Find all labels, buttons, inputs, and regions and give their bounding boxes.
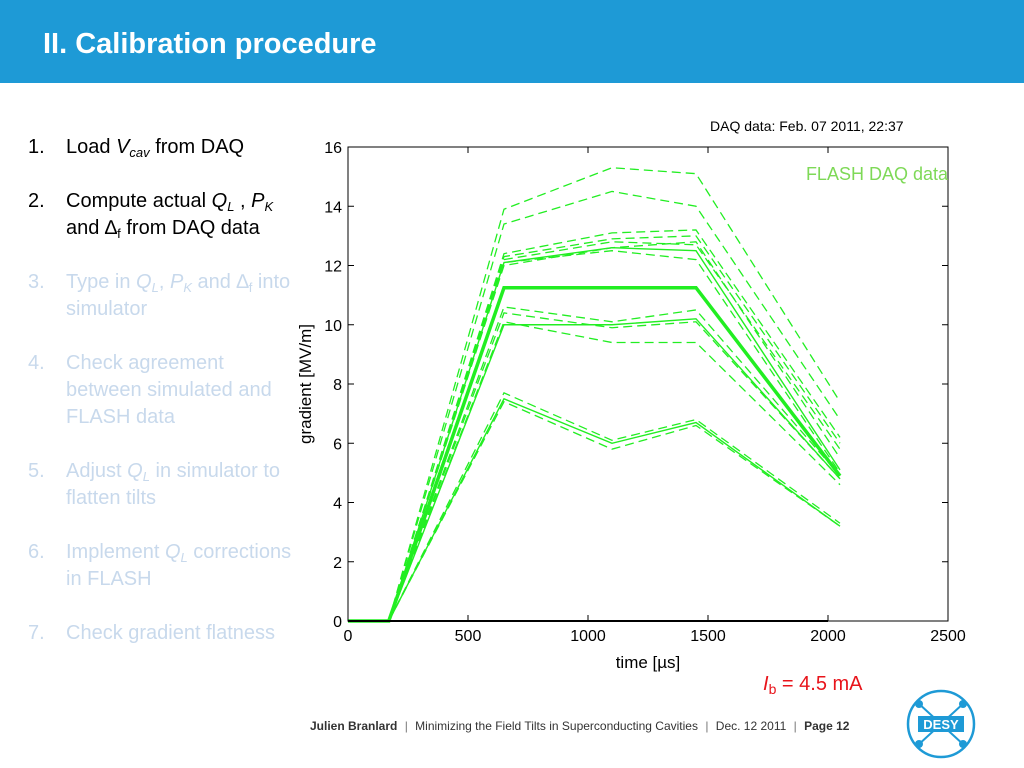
step-text: P bbox=[169, 271, 184, 293]
step-text: , bbox=[158, 271, 170, 293]
step-text: f bbox=[248, 280, 253, 295]
footer-separator: | bbox=[793, 719, 797, 733]
step-item bbox=[28, 458, 298, 512]
x-tick-label: 1500 bbox=[690, 628, 726, 645]
step-text: cav bbox=[129, 145, 150, 160]
step-text: from DAQ bbox=[149, 136, 245, 158]
step-text: Type in bbox=[66, 271, 137, 293]
step-item bbox=[28, 269, 298, 323]
step-text: Compute actual bbox=[66, 190, 212, 212]
y-tick-label: 12 bbox=[324, 258, 342, 276]
step-text: from DAQ data bbox=[120, 217, 260, 239]
y-tick-label: 2 bbox=[333, 554, 342, 572]
y-tick-label: 10 bbox=[324, 317, 342, 335]
step-text: Check agreement between simulated and FLASH data bbox=[66, 352, 272, 428]
step-text: , bbox=[234, 190, 252, 212]
step-text: K bbox=[183, 280, 192, 295]
step-text: L bbox=[180, 550, 188, 565]
step-item bbox=[28, 620, 298, 647]
step-text: Q bbox=[127, 460, 143, 482]
step-text: V bbox=[116, 136, 130, 158]
y-tick-label: 8 bbox=[333, 377, 342, 394]
step-text: Implement bbox=[66, 541, 165, 563]
title-bar bbox=[0, 0, 1024, 83]
y-tick-label: 4 bbox=[333, 495, 342, 513]
step-text: and ∆ bbox=[191, 271, 249, 293]
step-number: 6. bbox=[28, 541, 45, 563]
step-number: 4. bbox=[28, 352, 45, 374]
step-item bbox=[28, 539, 298, 593]
y-axis-label: gradient [MV/m] bbox=[296, 324, 315, 444]
svg-text:DESY: DESY bbox=[923, 717, 959, 732]
step-text: Q bbox=[211, 190, 228, 212]
x-tick-label: 1000 bbox=[570, 628, 606, 645]
step-text: Q bbox=[136, 271, 152, 293]
step-text: into simulator bbox=[66, 271, 291, 320]
step-item bbox=[28, 134, 298, 161]
plot-area bbox=[348, 147, 948, 621]
footer-author: Julien Branlard bbox=[310, 719, 398, 733]
y-tick-label: 6 bbox=[333, 436, 342, 454]
step-text: f bbox=[117, 226, 121, 241]
step-text: L bbox=[142, 469, 150, 484]
step-text: Load bbox=[66, 136, 117, 158]
footer bbox=[310, 719, 849, 733]
x-tick-label: 2500 bbox=[930, 628, 966, 645]
gradient-chart bbox=[295, 130, 985, 675]
step-text: Adjust bbox=[66, 460, 128, 482]
beam-current-label: $I_b = 4.5$ mA bbox=[763, 673, 863, 697]
daq-timestamp: DAQ data: Feb. 07 2011, 22:37 bbox=[710, 118, 904, 134]
procedure-steps bbox=[28, 134, 298, 674]
step-number: 7. bbox=[28, 622, 45, 644]
footer-separator: | bbox=[404, 719, 408, 733]
y-tick-label: 16 bbox=[324, 140, 342, 157]
step-number: 2. bbox=[28, 190, 45, 212]
footer-page-number: Page 12 bbox=[804, 719, 850, 733]
footer-talk-title: Minimizing the Field Tilts in Superconducting Cavities bbox=[415, 719, 698, 733]
step-item bbox=[28, 188, 298, 242]
step-text: and ∆ bbox=[66, 217, 118, 239]
legend-label: FLASH DAQ data bbox=[805, 164, 948, 184]
step-text: Q bbox=[164, 541, 181, 563]
step-text: K bbox=[264, 199, 274, 214]
step-text: L bbox=[151, 280, 159, 295]
x-tick-label: 2000 bbox=[810, 628, 846, 645]
x-tick-label: 0 bbox=[343, 628, 353, 645]
step-item bbox=[28, 350, 298, 431]
step-text: P bbox=[251, 190, 265, 212]
step-text: L bbox=[227, 199, 235, 214]
step-text: in simulator to flatten tilts bbox=[66, 460, 281, 509]
footer-separator: | bbox=[705, 719, 709, 733]
y-tick-label: 0 bbox=[333, 614, 342, 631]
step-text: Check gradient flatness bbox=[66, 622, 276, 644]
step-number: 5. bbox=[28, 460, 45, 482]
footer-date: Dec. 12 2011 bbox=[715, 719, 787, 733]
x-axis-label: time [µs] bbox=[615, 653, 681, 672]
step-text: corrections in FLASH bbox=[66, 541, 292, 590]
x-tick-label: 500 bbox=[454, 628, 482, 645]
step-number: 1. bbox=[28, 136, 45, 158]
step-number: 3. bbox=[28, 271, 45, 293]
slide-title: II. Calibration procedure bbox=[43, 28, 377, 60]
desy-logo bbox=[905, 688, 977, 760]
y-tick-label: 14 bbox=[324, 199, 342, 217]
